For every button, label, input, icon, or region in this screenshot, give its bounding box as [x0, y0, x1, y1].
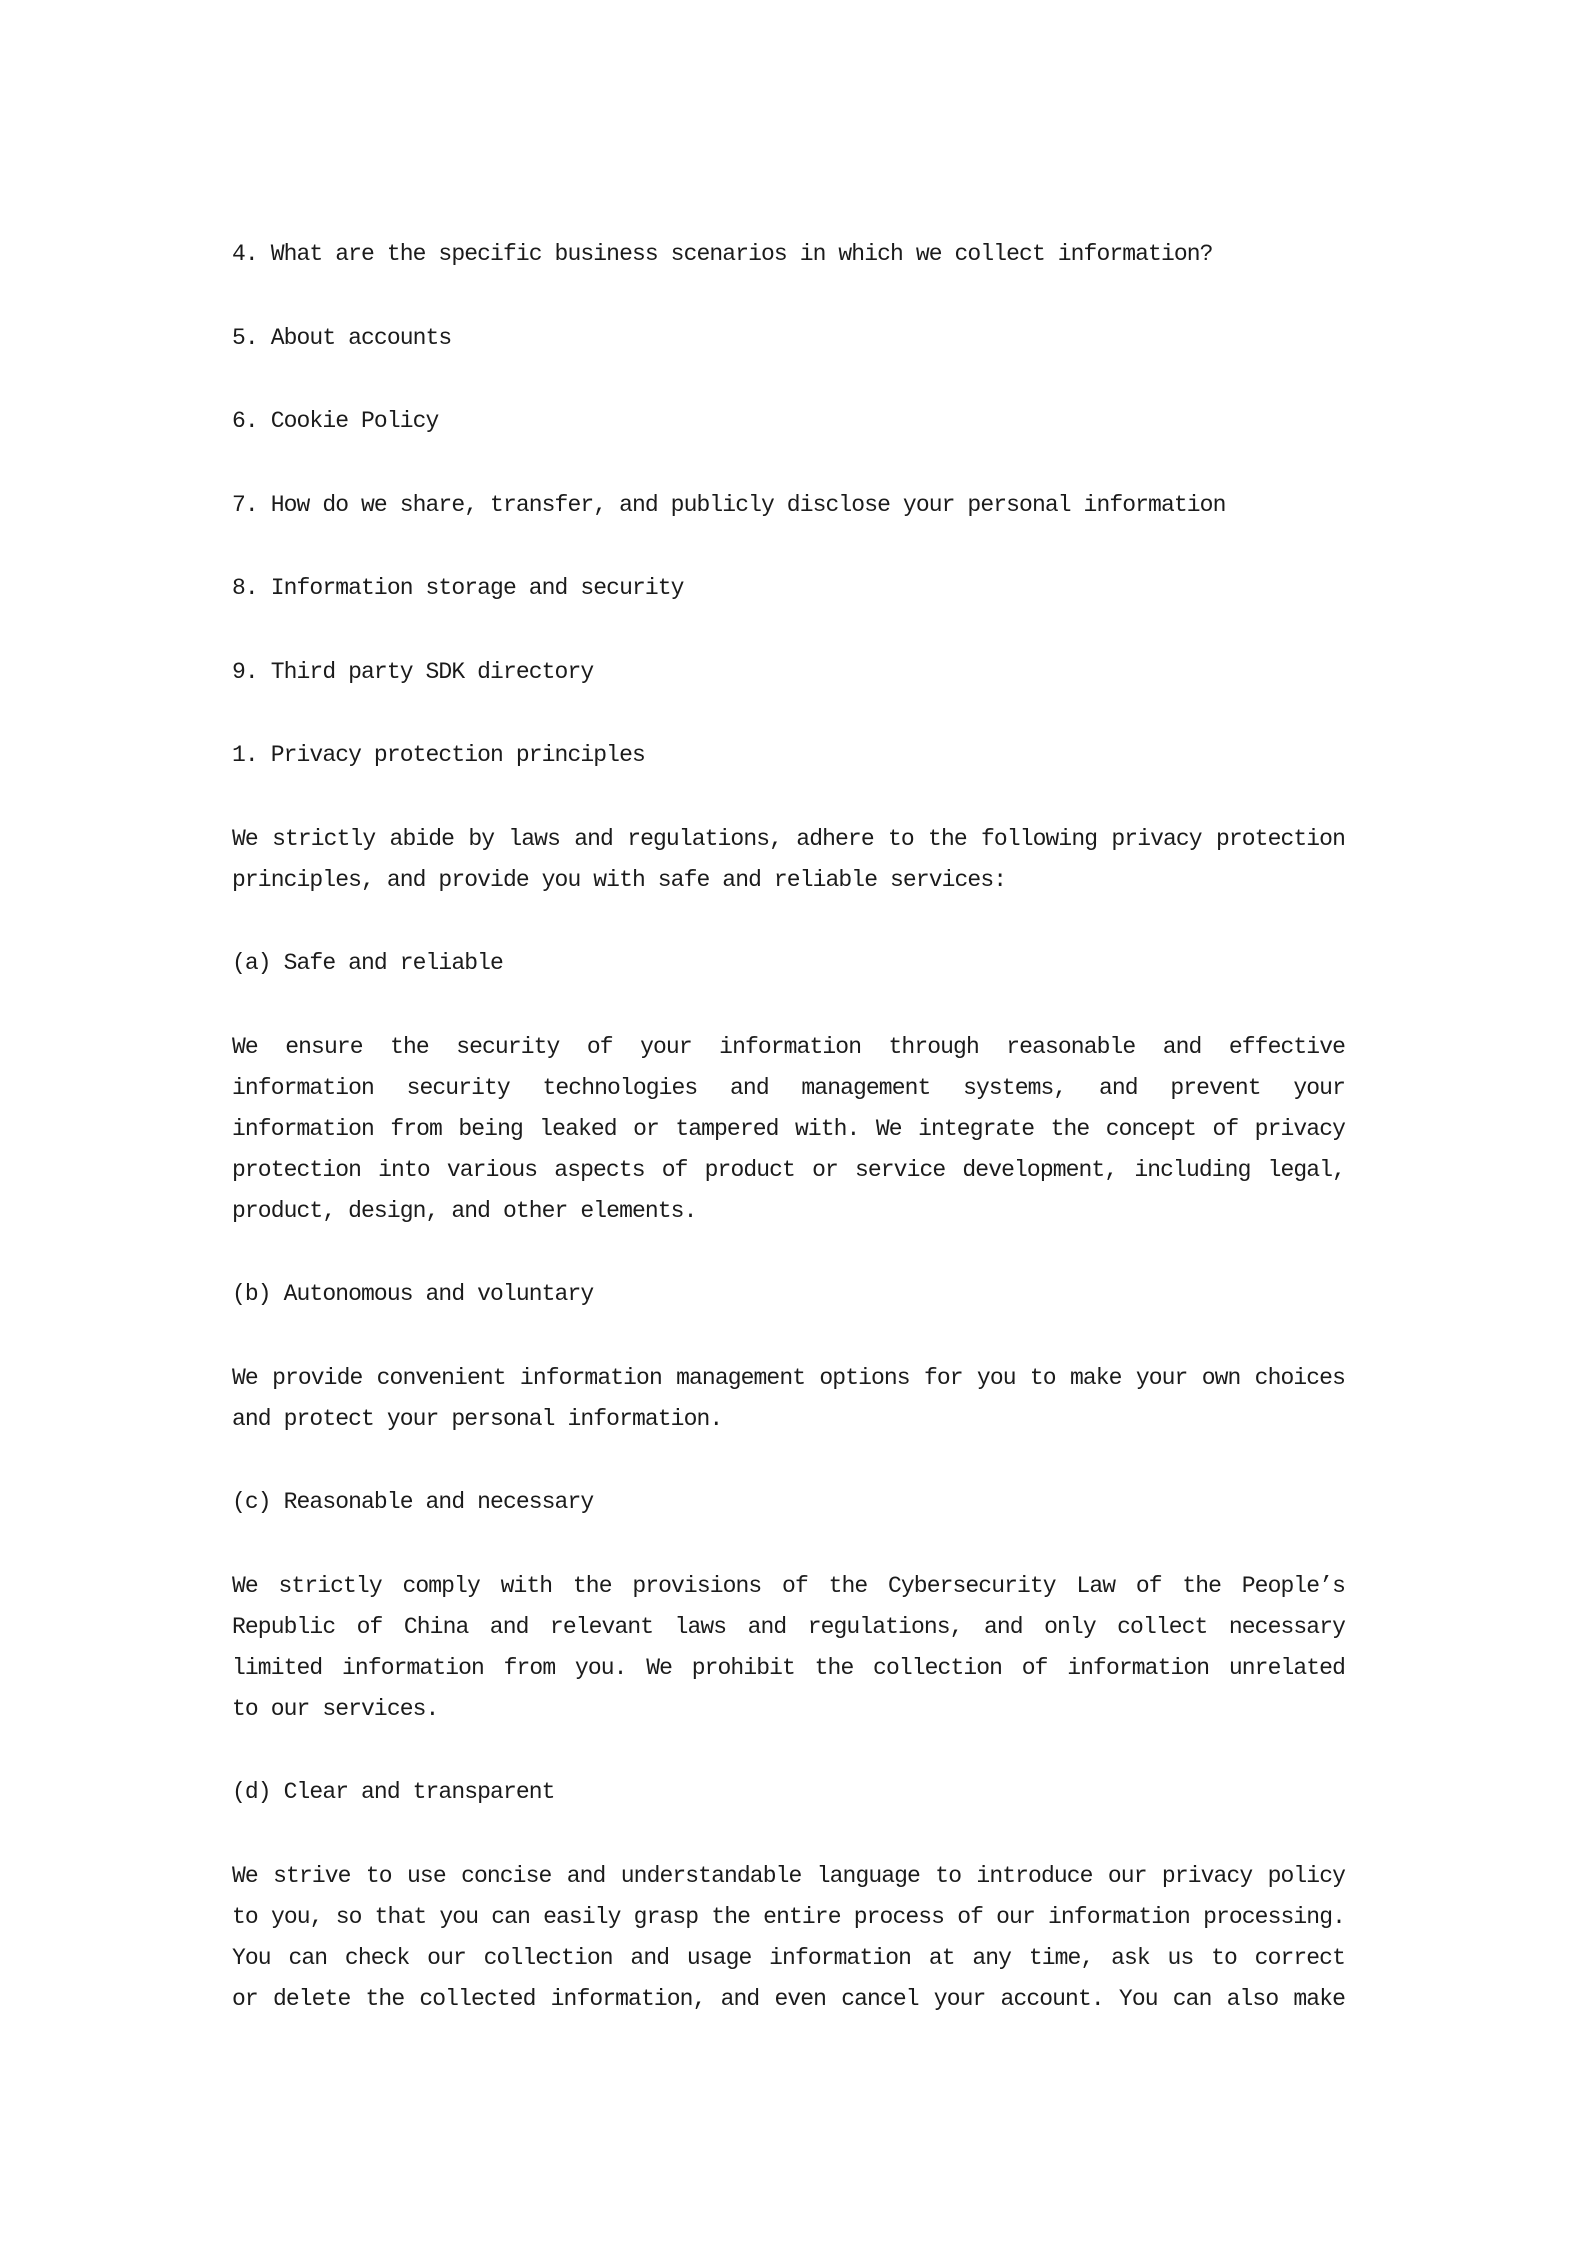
paragraph-line: to our services. — [232, 1695, 439, 1722]
heading-line: (b) Autonomous and voluntary — [232, 1281, 594, 1307]
list-item-line: 4. What are the specific business scenarios in which we collect information? — [232, 241, 1213, 267]
list-item-line: 9. Third party SDK directory — [232, 658, 594, 685]
list-item-line: 8. Information storage and security — [232, 575, 684, 601]
paragraph-line: product, design, and other elements. — [232, 1197, 697, 1224]
heading-line: (c) Reasonable and necessary — [232, 1489, 594, 1515]
toc-item-6 — [232, 401, 1345, 442]
paragraph-line: information security technologies and management systems, and prevent your — [232, 1074, 1345, 1101]
paragraph-line: We strive to use concise and understandable language to introduce our privacy policy — [232, 1862, 1345, 1889]
paragraph-line: We strictly comply with the provisions of the Cybersecurity Law of the People’s — [232, 1572, 1345, 1599]
paragraph-line: We ensure the security of your information through reasonable and effective — [232, 1033, 1345, 1060]
paragraph-line: protection into various aspects of product or service development, including legal, — [232, 1156, 1345, 1183]
paragraph-line: We provide convenient information management options for you to make your own choices — [232, 1364, 1345, 1391]
heading-a-safe-and-reliable — [232, 943, 1345, 984]
para-principles-intro — [232, 819, 1345, 901]
heading-d-clear-and-transparent — [232, 1772, 1345, 1813]
para-autonomous-and-voluntary — [232, 1358, 1345, 1440]
heading-line: (a) Safe and reliable — [232, 950, 503, 976]
paragraph-line: Republic of China and relevant laws and regulations, and only collect necessary — [232, 1613, 1345, 1640]
toc-item-5 — [232, 318, 1345, 359]
heading-privacy-protection-principles — [232, 735, 1345, 776]
paragraph-line: information from being leaked or tampered with. We integrate the concept of privacy — [232, 1115, 1345, 1142]
paragraph-line: principles, and provide you with safe and reliable services: — [232, 866, 1007, 893]
paragraph-line: We strictly abide by laws and regulations, adhere to the following privacy protection — [232, 825, 1345, 852]
heading-line: (d) Clear and transparent — [232, 1779, 555, 1805]
paragraph-line: You can check our collection and usage information at any time, ask us to correct — [232, 1944, 1345, 1971]
para-safe-and-reliable — [232, 1027, 1345, 1232]
heading-c-reasonable-and-necessary — [232, 1482, 1345, 1523]
toc-item-4 — [232, 234, 1345, 275]
para-reasonable-and-necessary — [232, 1566, 1345, 1730]
toc-item-9 — [232, 652, 1345, 693]
paragraph-line: or delete the collected information, and even cancel your account. You can also make — [232, 1985, 1345, 2012]
heading-line: 1. Privacy protection principles — [232, 742, 645, 768]
paragraph-line: and protect your personal information. — [232, 1405, 723, 1432]
paragraph-line: limited information from you. We prohibit the collection of information unrelated — [232, 1654, 1345, 1681]
list-item-line: 7. How do we share, transfer, and publicly disclose your personal information — [232, 491, 1226, 518]
heading-b-autonomous-and-voluntary — [232, 1274, 1345, 1315]
para-clear-and-transparent — [232, 1856, 1345, 2020]
paragraph-line: to you, so that you can easily grasp the entire process of our information processing. — [232, 1903, 1345, 1930]
toc-item-7 — [232, 485, 1345, 526]
list-item-line: 5. About accounts — [232, 324, 452, 351]
toc-item-8 — [232, 568, 1345, 609]
list-item-line: 6. Cookie Policy — [232, 408, 439, 434]
